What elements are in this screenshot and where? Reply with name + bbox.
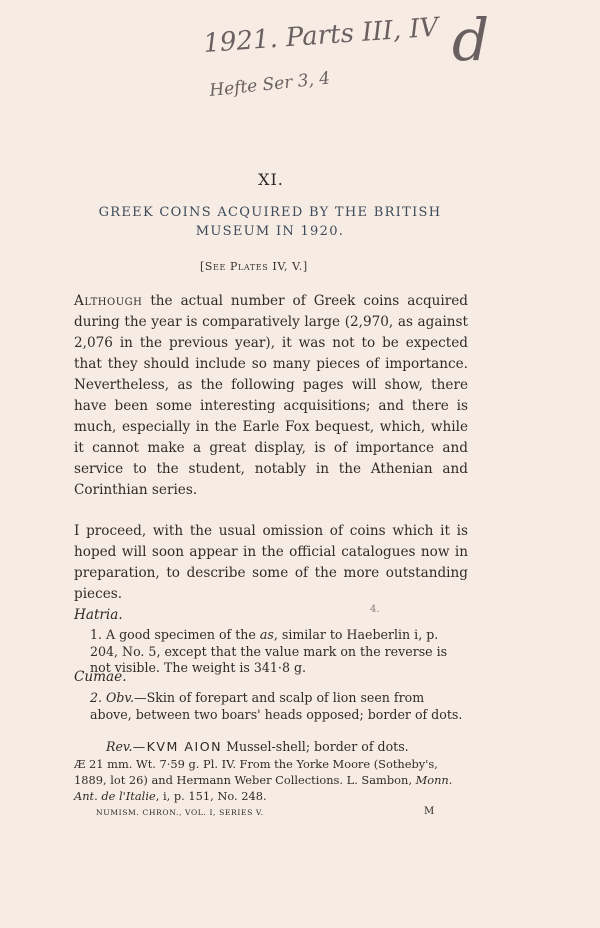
heading-hatria: Hatria. <box>74 607 123 623</box>
entry-2-details: Æ 21 mm. Wt. 7·59 g. Pl. IV. From the Yorke Moore (Sotheby's, 1889, lot 26) and Hermann Weber Collections. L. Sambon, Monn. Ant. de l'Italie, i, p. 151, No. 248. <box>74 757 453 803</box>
greek-legend: —KVM AIOΝ <box>132 739 223 754</box>
plates-reference: [See Plates IV, V.] <box>200 260 308 273</box>
title-line-2: MUSEUM IN 1920. <box>195 224 345 239</box>
entry-2-obverse: 2. Obv.—Skin of forepart and scalp of lion seen from above, between two boars' heads opposed; border of dots. <box>90 690 463 722</box>
handwritten-annotation <box>196 0 596 110</box>
footer-journal-ref: NUMISM. CHRON., VOL. I, SERIES V. <box>96 808 264 817</box>
stray-mark: 4. <box>370 604 380 615</box>
title-line-1: GREEK COINS ACQUIRED BY THE BRITISH <box>98 205 442 220</box>
paragraph-2: I proceed, with the usual omission of coins which it is hoped will soon appear in the official catalogues now in preparation, to describe some of the more outstanding pieces. <box>74 523 468 602</box>
article-title <box>70 203 470 241</box>
entry-1: 1. A good specimen of the as, similar to Haeberlin i, p. 204, No. 5, except that the value mark on the reverse is not visible. The weight is 341·8 g. <box>90 627 448 675</box>
heading-cumae: Cumae. <box>74 669 127 685</box>
section-number: XI. <box>258 170 284 189</box>
handwritten-line-1: 1921. Parts III, IV <box>202 12 440 59</box>
handwritten-mark: d <box>452 6 490 74</box>
footer-signature-mark: M <box>424 806 435 817</box>
paragraph-1-text: the actual number of Greek coins acquired during the year is comparatively large (2,970, as against 2,076 in the previous year), it was not to be expected that they should include so many pieces of importance. Nevertheless, as the following pages will show, there have been some interesting acquisitions; and there is much, especially in the Earle Fox bequest, which, while it cannot make a great display, is of importance and service to the student, notably in the Athenian and Corinthian series. <box>74 293 468 498</box>
paragraph-1-lead: Although <box>74 293 143 309</box>
entry-2-reverse: Rev.—KVM AIOΝ Mussel-shell; border of dots. <box>106 739 409 754</box>
paragraph-1 <box>74 291 468 501</box>
handwritten-line-2: Hefte Ser 3, 4 <box>208 68 332 101</box>
